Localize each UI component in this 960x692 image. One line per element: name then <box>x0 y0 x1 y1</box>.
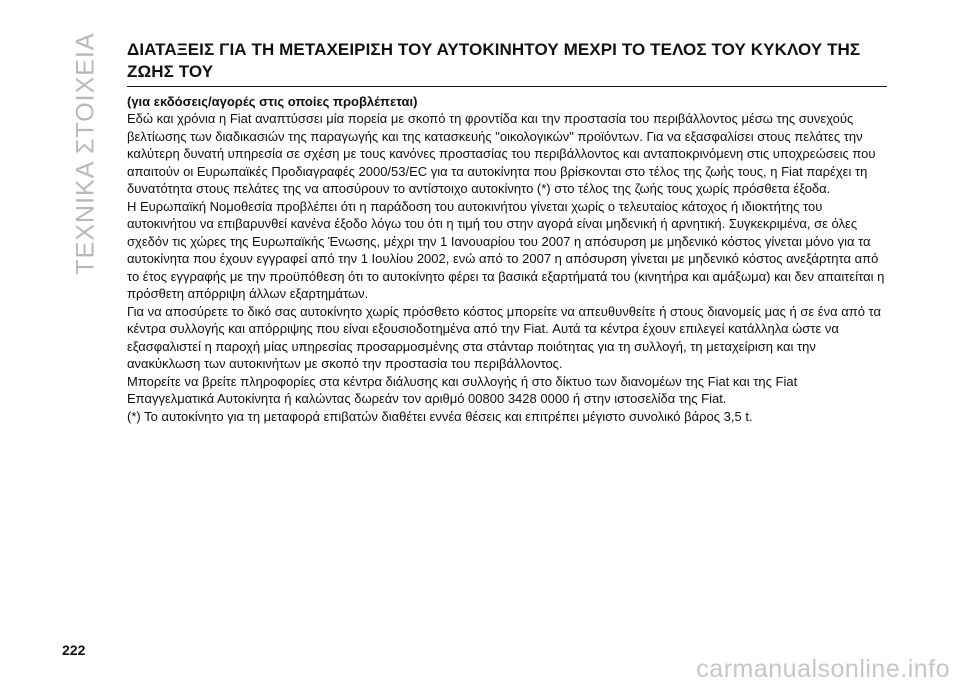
footnote: (*) Το αυτοκίνητο για τη μεταφορά επιβατών διαθέτει εννέα θέσεις και επιτρέπει μέγιστο συνολικό βάρος 3,5 t. <box>127 408 753 424</box>
body-paragraph: Εδώ και χρόνια η Fiat αναπτύσσει μία πορεία με σκοπό τη φροντίδα και την προστασία του περιβάλλοντος μέσω της συνεχούς βελτίωσης των διαδικασιών της παραγωγής και της κατασκευής "οικολογικών" προϊόντων. Για να εξασφαλίσει στους πελάτες την καλύτερη δυνατή υπηρεσία σε σχέση με τους κανόνες προστασίας του περιβάλλοντος και ανταποκρινόμενη στις υποχρεώσεις που απαιτούν οι Ευρωπαϊκές Προδιαγραφές 2000/53/EC για τα αυτοκίνητα που βρίσκονται στο τέλος της ζωής τους, η Fiat παρέχει τη δυνατότητα στους πελάτες της να αποσύρουν το αντίστοιχο αυτοκίνητο (*) στο τέλος της ζωής τους χωρίς πρόσθετα έξοδα. <box>127 111 876 196</box>
section-side-tab-label: ΤΕΧΝΙΚΑ ΣΤΟΙΧΕΙΑ <box>71 31 100 275</box>
page-content <box>127 39 887 425</box>
body-paragraph: Μπορείτε να βρείτε πληροφορίες στα κέντρα διάλυσης και συλλογής ή στο δίκτυο των διανομέων της Fiat και της Fiat Επαγγελματικά Αυτοκίνητα ή καλώντας δωρεάν τον αριθμό 00800 3428 0000 ή στην ιστοσελίδα της Fiat. <box>127 373 798 406</box>
section-side-tab <box>62 22 110 284</box>
watermark: carmanualsonline.info <box>696 655 950 683</box>
body-paragraph: Η Ευρωπαϊκή Νομοθεσία προβλέπει ότι η παράδοση του αυτοκινήτου γίνεται χωρίς ο τελευταίος κάτοχος ή ιδιοκτήτης του αυτοκινήτου να επιβαρυνθεί κανένα έξοδο λόγω του ότι η τιμή του στην αγορά είναι μηδενική ή αρνητική. Συγκεκριμένα, σε όλες σχεδόν τις χώρες της Ευρωπαϊκής Ένωσης, μέχρι την 1 Ιανουαρίου του 2007 η απόσυρση με μηδενικό κόστος γίνεται μόνο για τα αυτοκίνητα που έχουν εγγραφεί από την 1 Ιουλίου 2002, ενώ από το 2007 η απόσυρση γίνεται με μηδενικό κόστος ανεξάρτητα από το έτος εγγραφής με την προϋπόθεση ότι το αυτοκίνητο φέρει τα βασικά εξαρτήματά του (κινητήρα και αμάξωμα) και δεν απαιτείται η πρόσθετη απόρριψη άλλων εξαρτημάτων. <box>127 198 885 301</box>
section-title: ΔΙΑΤΑΞΕΙΣ ΓΙΑ ΤΗ ΜΕΤΑΧΕΙΡΙΣΗ ΤΟΥ ΑΥΤΟΚΙΝΗΤΟΥ ΜΕΧΡΙ ΤΟ ΤΕΛΟΣ ΤΟΥ ΚΥΚΛΟΥ ΤΗΣ ΖΩΗΣ ΤΟΥ <box>127 40 861 81</box>
page-number: 222 <box>62 642 86 658</box>
body-paragraph: Για να αποσύρετε το δικό σας αυτοκίνητο χωρίς πρόσθετο κόστος μπορείτε να απευθυνθείτε ή στους διανομείς μας ή σε ένα από τα κέντρα συλλογής και απόρριψης που είναι εξουσιοδοτημένα από την Fiat. Αυτά τα κέντρα έχουν επιλεγεί κατάλληλα ώστε να εξασφαλιστεί η παροχή μίας υπηρεσίας προσαρμοσμένης στα στάνταρ ποιότητας για τη συλλογή, τη μεταχείριση και την ανακύκλωση των αυτοκινήτων με σκοπό την προστασία του περιβάλλοντος. <box>127 303 882 371</box>
section-subtitle: (για εκδόσεις/αγορές στις οποίες προβλέπεται) <box>127 94 418 109</box>
title-divider <box>127 86 887 87</box>
